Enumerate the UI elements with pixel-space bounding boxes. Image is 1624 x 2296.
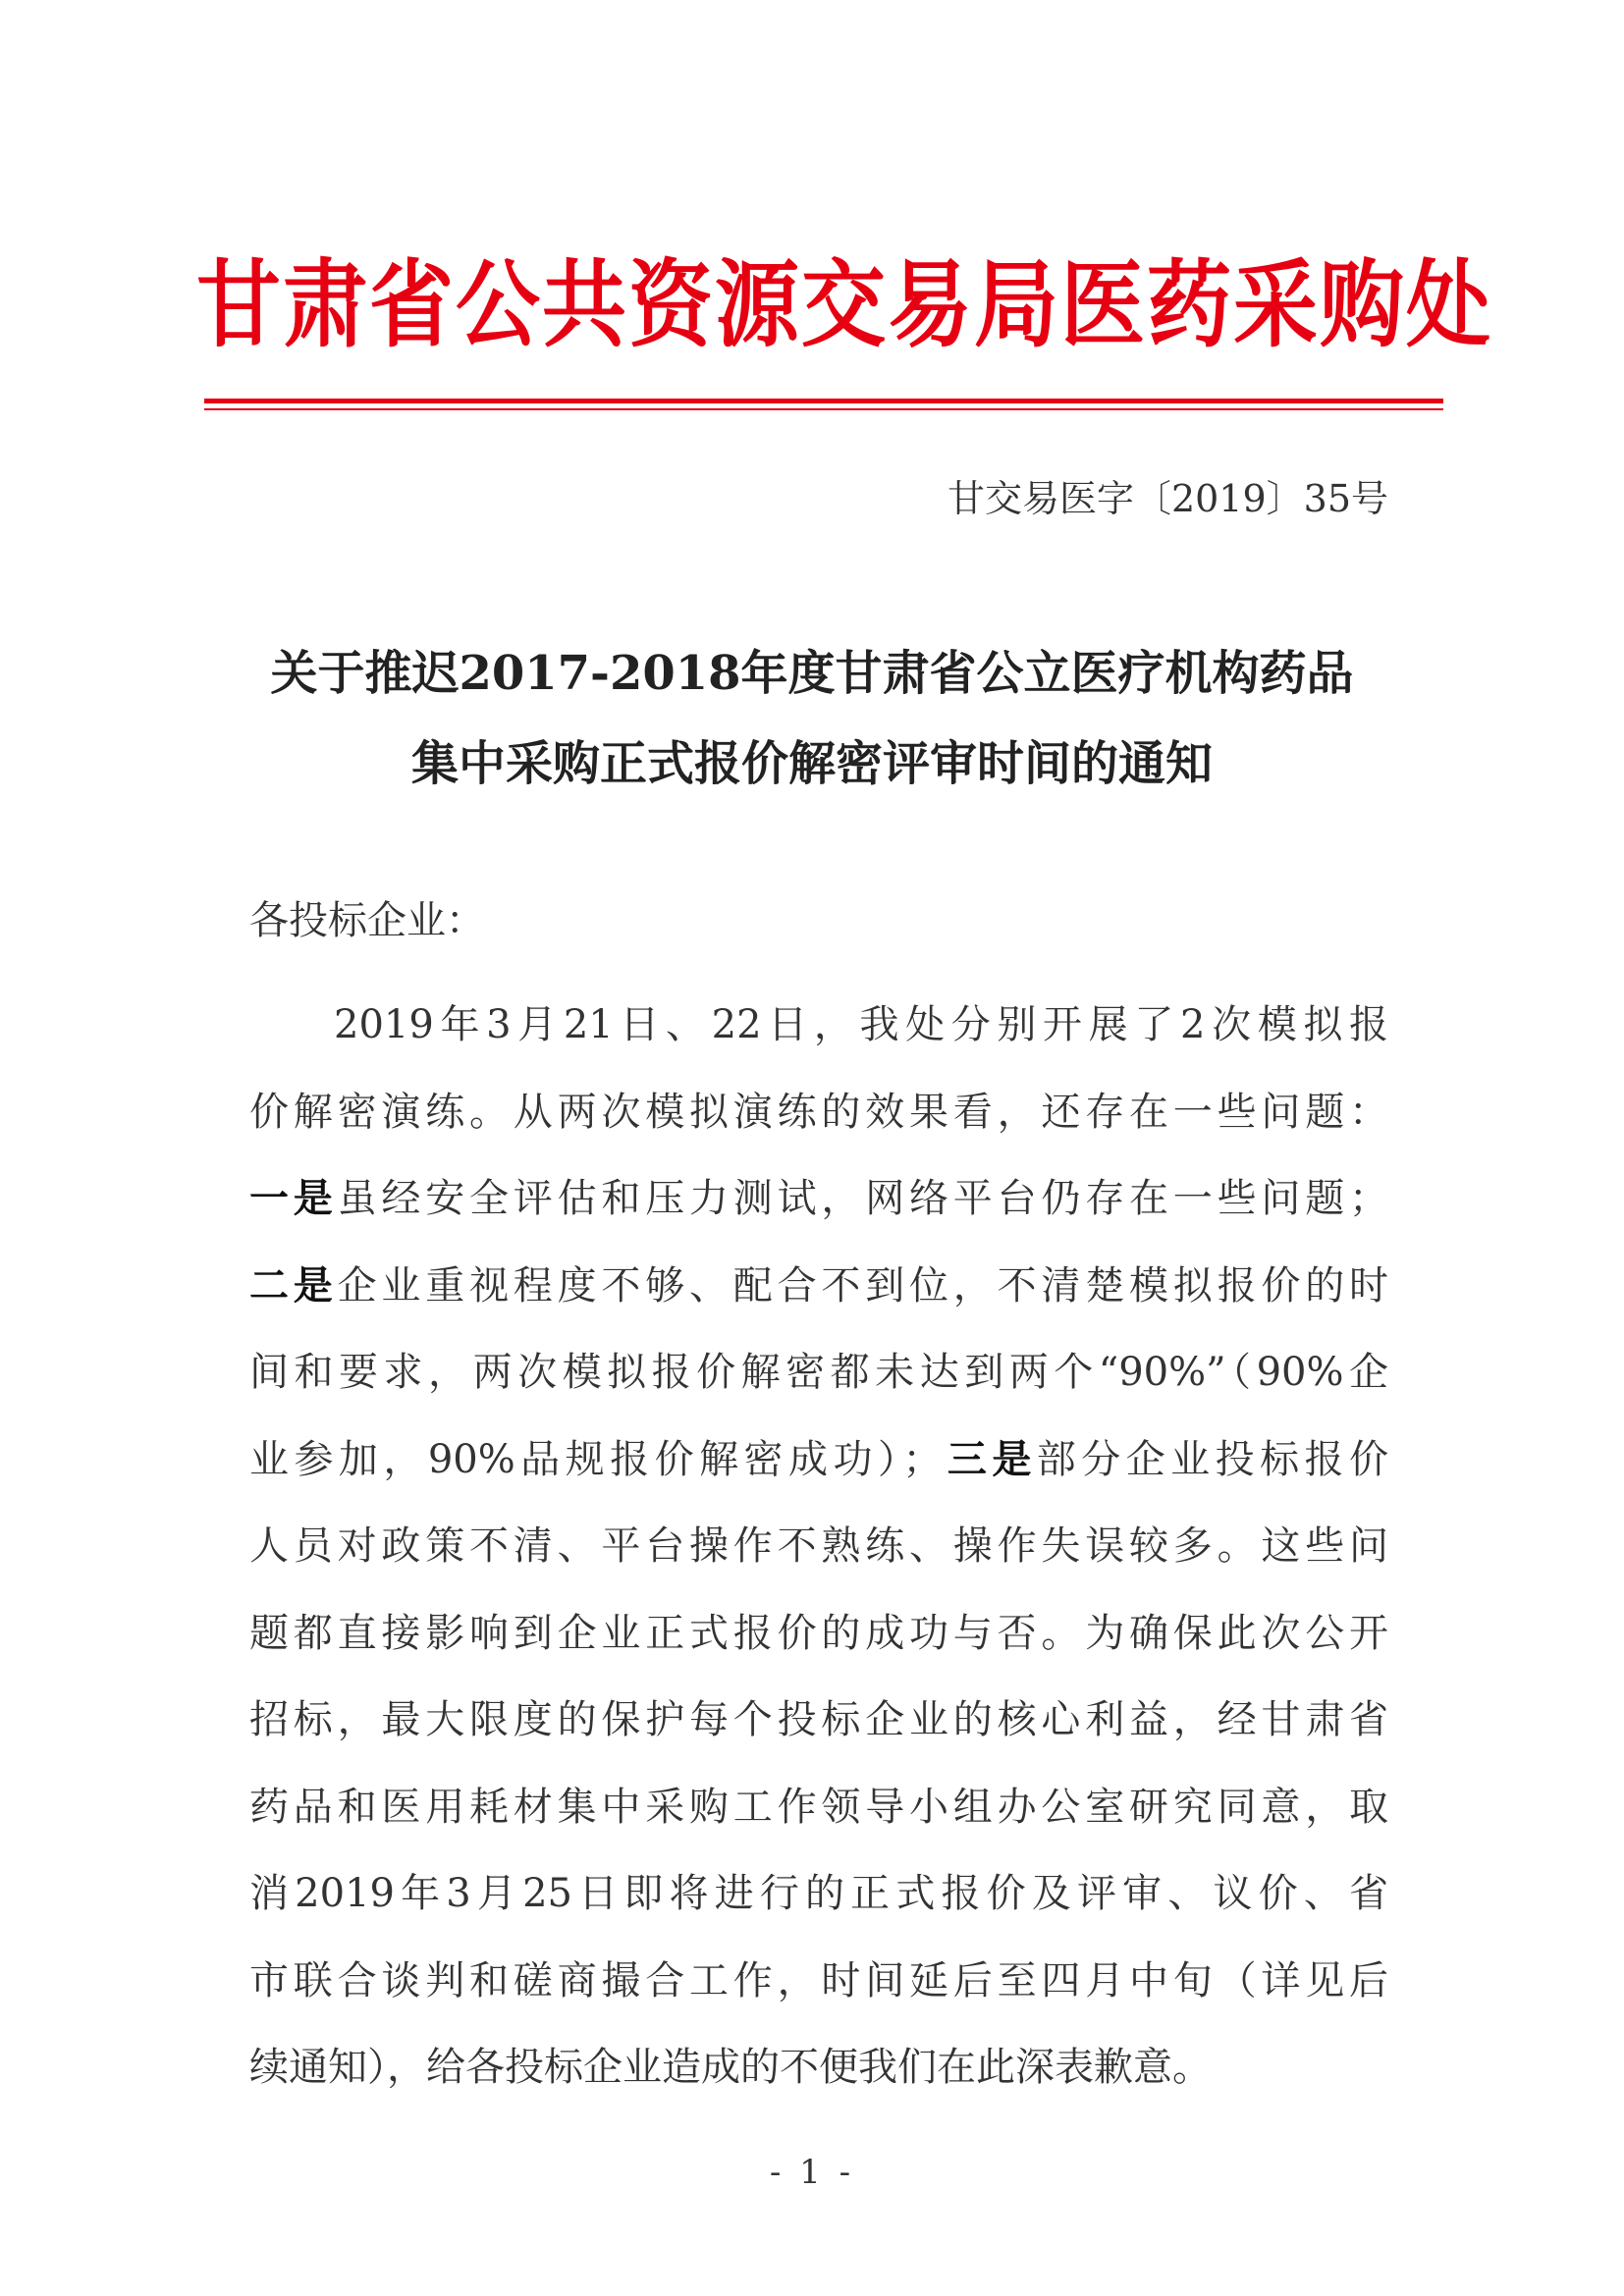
body-line: 消2019年3月25日即将进行的正式报价及评审、议价、省	[249, 1871, 1388, 1916]
notice-title	[196, 628, 1428, 809]
body-line: 价解密演练。从两次模拟演练的效果看，还存在一些问题：	[249, 1089, 1388, 1135]
point-one-label: 一是	[249, 1175, 338, 1221]
body-line: 市联合谈判和磋商撮合工作，时间延后至四月中旬（详见后	[249, 1957, 1388, 2003]
body-line: 2019年3月21日、22日，我处分别开展了2次模拟报	[334, 1002, 1388, 1047]
body-line	[249, 1416, 1388, 1504]
body-paragraph	[249, 982, 1388, 2111]
body-line: 续通知），给各投标企业造成的不便我们在此深表歉意。	[249, 2045, 1212, 2090]
body-line: 题都直接影响到企业正式报价的成功与否。为确保此次公开	[249, 1610, 1388, 1656]
body-line	[249, 1155, 1388, 1243]
point-two-label: 二是	[249, 1261, 338, 1308]
body-line-part: 业参加，90%品规报价解密成功）；	[249, 1436, 943, 1482]
notice-title-line-1: 关于推迟2017-2018年度甘肃省公立医疗机构药品	[270, 646, 1354, 701]
point-two-text: 企业重视程度不够、配合不到位，不清楚模拟报价的时	[337, 1262, 1389, 1308]
body-line	[249, 1243, 1388, 1330]
salutation: 各投标企业：	[249, 898, 485, 943]
body-line: 招标，最大限度的保护每个投标企业的核心利益，经甘肃省	[249, 1697, 1388, 1742]
body-line: 药品和医用耗材集中采购工作领导小组办公室研究同意，取	[249, 1784, 1388, 1830]
body-line: 人员对政策不清、平台操作不熟练、操作失误较多。这些问	[249, 1523, 1388, 1569]
red-divider-thin	[204, 408, 1443, 410]
document-number: 甘交易医字〔2019〕35号	[947, 477, 1388, 520]
notice-title-line-2: 集中采购正式报价解密评审时间的通知	[410, 736, 1213, 791]
red-divider-thick	[204, 399, 1443, 403]
point-one-text: 虽经安全评估和压力测试，网络平台仍存在一些问题；	[337, 1176, 1389, 1221]
page-number: - 1 -	[769, 2153, 855, 2192]
point-three-text: 部分企业投标报价	[1036, 1436, 1389, 1482]
issuer-header: 甘肃省公共资源交易局医药采购处	[196, 250, 1492, 361]
body-line: 间和要求，两次模拟报价解密都未达到两个“90%”（90%企	[249, 1350, 1388, 1395]
point-three-label: 三是	[942, 1435, 1037, 1482]
